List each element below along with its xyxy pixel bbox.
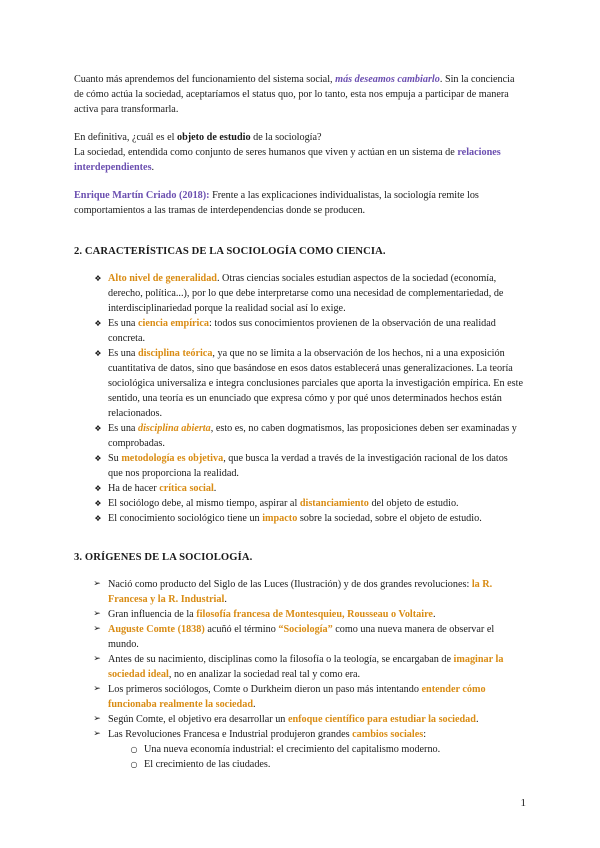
list-item: ➢ Los primeros sociólogos, Comte o Durkheim dieron un paso más intentando entender cómo funcionaba realmente la sociedad. <box>74 682 524 712</box>
diamond-bullet-icon: ❖ <box>94 319 102 328</box>
intro-paragraph <box>74 72 524 117</box>
list-item: ➢ Gran influencia de la filosofía francesa de Montesquieu, Rousseau o Voltaire. <box>74 607 524 622</box>
circle-bullet-icon: ○ <box>130 745 138 754</box>
list-item: ➢ Antes de su nacimiento, disciplinas como la filosofía o la teología, se encargaban de imaginar la sociedad ideal, no en analizar la sociedad real tal y como era. <box>74 652 524 682</box>
arrow-bullet-icon: ➢ <box>93 729 101 739</box>
citation-author: Enrique Martín Criado (2018): <box>74 190 210 201</box>
diamond-bullet-icon: ❖ <box>94 514 102 523</box>
intro-highlight: más deseamos cambiarlo <box>335 74 440 85</box>
diamond-bullet-icon: ❖ <box>94 424 102 433</box>
origins-list <box>74 577 524 742</box>
list-item: ➢ Auguste Comte (1838) acuñó el término “Sociología” como una nueva manera de observar el mundo. <box>74 622 524 652</box>
list-item: ❖ Ha de hacer crítica social. <box>74 481 524 496</box>
section-2-title: 2. CARACTERÍSTICAS DE LA SOCIOLOGÍA COMO CIENCIA. <box>74 246 386 257</box>
list-item: ❖ El sociólogo debe, al mismo tiempo, aspirar al distanciamiento del objeto de estudio. <box>74 496 524 511</box>
list-item: ❖ Es una disciplina teórica, ya que no se limita a la observación de los hechos, ni a una exposición cuantitativa de datos, sino que basándose en esos datos establecerá unas generalizaciones. La teoría sociológica universaliza e integra conclusiones parciales que aporta la investigación empírica. En este sentido, una teoría es un enunciado que expresa cómo y por qué unos determinados hechos están relacionados. <box>74 346 524 421</box>
intro-text-start: Cuanto más aprendemos del funcionamiento del sistema social, <box>74 74 336 85</box>
diamond-bullet-icon: ❖ <box>94 349 102 358</box>
question-bold: objeto de estudio <box>176 132 251 143</box>
list-item: ➢ Según Comte, el objetivo era desarrollar un enfoque científico para estudiar la sociedad. <box>74 712 524 727</box>
answer-end: . <box>151 162 155 173</box>
diamond-bullet-icon: ❖ <box>94 274 102 283</box>
list-item: ❖ El conocimiento sociológico tiene un impacto sobre la sociedad, sobre el objeto de estudio. <box>74 511 524 526</box>
arrow-bullet-icon: ➢ <box>93 579 101 589</box>
object-of-study-paragraph <box>74 130 524 175</box>
section-3-title: 3. ORÍGENES DE LA SOCIOLOGÍA. <box>74 552 253 563</box>
document-page <box>74 72 524 772</box>
arrow-bullet-icon: ➢ <box>93 609 101 619</box>
answer-text: La sociedad, entendida como conjunto de seres humanos que viven y actúan en un sistema de <box>74 147 458 158</box>
diamond-bullet-icon: ❖ <box>94 484 102 493</box>
intro-text-end: . Sin la conciencia de cómo actúa la sociedad, aceptaríamos el status quo, por lo tanto, esta nos empuja a participar de manera activa para transformarla. <box>74 74 515 115</box>
arrow-bullet-icon: ➢ <box>93 624 101 634</box>
list-item: ➢ Nació como producto del Siglo de las Luces (Ilustración) y de dos grandes revoluciones: la R. Francesa y la R. Industrial. <box>74 577 524 607</box>
answer-highlight: relaciones interdependientes <box>74 147 501 173</box>
citation-paragraph <box>74 188 524 218</box>
list-item: ❖ Su metodología es objetiva, que busca la verdad a través de la investigación racional de los datos que nos proporciona la realidad. <box>74 451 524 481</box>
characteristics-list <box>74 271 524 526</box>
diamond-bullet-icon: ❖ <box>94 454 102 463</box>
social-changes-sublist <box>74 742 524 772</box>
list-item: ➢ Las Revoluciones Francesa e Industrial produjeron grandes cambios sociales: <box>74 727 524 742</box>
list-item: ❖ Es una ciencia empírica: todos sus conocimientos provienen de la observación de una realidad concreta. <box>74 316 524 346</box>
sublist-item: ○ Una nueva economía industrial: el crecimiento del capitalismo moderno. <box>74 742 524 757</box>
diamond-bullet-icon: ❖ <box>94 499 102 508</box>
arrow-bullet-icon: ➢ <box>93 684 101 694</box>
list-item: ❖ Alto nivel de generalidad. Otras ciencias sociales estudian aspectos de la sociedad (economía, derecho, política...), por lo que debe interpretarse como una necesidad de complementariedad, de interdisciplinariedad porque la realidad social así lo exige. <box>74 271 524 316</box>
arrow-bullet-icon: ➢ <box>93 654 101 664</box>
question-end: de la sociología? <box>250 132 322 143</box>
circle-bullet-icon: ○ <box>130 760 138 769</box>
sublist-item: ○ El crecimiento de las ciudades. <box>74 757 524 772</box>
list-item: ❖ Es una disciplina abierta, esto es, no caben dogmatismos, las proposiciones deben ser examinadas y comprobadas. <box>74 421 524 451</box>
page-number: 1 <box>520 797 526 809</box>
question-start: En definitiva, ¿cuál es el <box>74 132 177 143</box>
citation-text: Frente a las explicaciones individualistas, la sociología remite los comportamientos a las tramas de interdependencias donde se producen. <box>74 190 479 216</box>
arrow-bullet-icon: ➢ <box>93 714 101 724</box>
